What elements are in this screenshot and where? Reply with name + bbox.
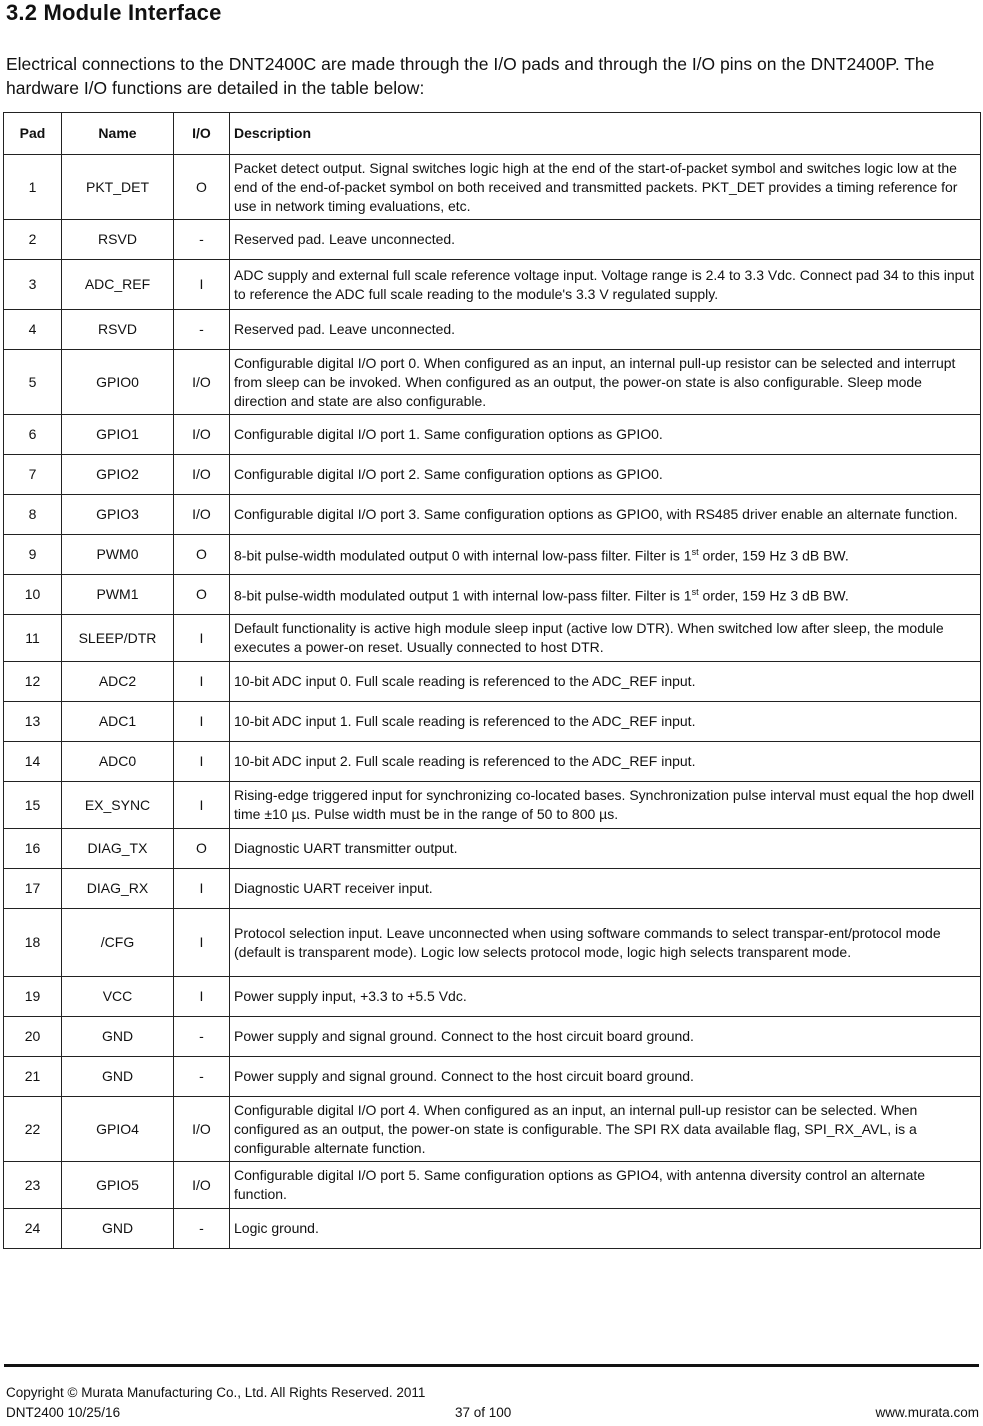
description-cell: Rising-edge triggered input for synchronizing co-located bases. Synchronization pulse interval must equal the hop dwell time ±10 µs. Pulse width must be in the range of 50 to 800 µs. [230,782,981,829]
name-cell: ADC0 [62,742,174,782]
description-text: 8-bit pulse-width modulated output 0 with internal low-pass filter. Filter is 1 [234,547,692,564]
name-cell: GND [62,1209,174,1249]
intro-paragraph: Electrical connections to the DNT2400C are made through the I/O pads and through the I/O pins on the DNT2400P. The hardware I/O functions are detailed in the table below: [6,54,935,98]
name-cell: RSVD [62,310,174,350]
io-table [3,112,981,1249]
pad-cell: 1 [4,155,62,220]
description-cell: Configurable digital I/O port 0. When configured as an input, an internal pull-up resistor can be selected and interrupt from sleep can be invoked. When configured as an output, the power-on state is also configurable. Sleep mode direction and state are also configurable. [230,350,981,415]
section-heading: 3.2 Module Interface [6,0,222,25]
io-cell: I [174,615,230,662]
description-cell: Diagnostic UART receiver input. [230,869,981,909]
io-cell: I/O [174,350,230,415]
table-row [4,155,981,220]
description-cell: Configurable digital I/O port 2. Same configuration options as GPIO0. [230,455,981,495]
table-row [4,909,981,977]
description-cell: Logic ground. [230,1209,981,1249]
table-row [4,575,981,615]
pad-cell: 4 [4,310,62,350]
description-text: 8-bit pulse-width modulated output 1 with internal low-pass filter. Filter is 1 [234,587,692,604]
name-cell: DIAG_TX [62,829,174,869]
table-row [4,495,981,535]
name-cell: ADC_REF [62,260,174,310]
io-cell: I [174,977,230,1017]
description-cell: Configurable digital I/O port 1. Same configuration options as GPIO0. [230,415,981,455]
io-cell: O [174,575,230,615]
pad-cell: 21 [4,1057,62,1097]
pad-cell: 15 [4,782,62,829]
description-cell: Reserved pad. Leave unconnected. [230,220,981,260]
description-cell: Protocol selection input. Leave unconnected when using software commands to select transpar-ent/protocol mode (default is transparent mode). Logic low selects protocol mode, logic high selects transparent mode. [230,909,981,977]
description-cell: Packet detect output. Signal switches logic high at the end of the start-of-packet symbol and switches logic low at the end of the end-of-packet symbol on both received and transmitted packets. PKT_DET provides a timing reference for use in network timing evaluations, etc. [230,155,981,220]
ordinal-superscript: st [691,547,699,558]
description-cell: 10-bit ADC input 0. Full scale reading is referenced to the ADC_REF input. [230,662,981,702]
name-cell: GPIO0 [62,350,174,415]
footer-divider [4,1364,979,1367]
pad-column-header: Pad [4,113,62,155]
name-cell: GPIO5 [62,1162,174,1209]
table-row [4,662,981,702]
description-cell: Power supply and signal ground. Connect to the host circuit board ground. [230,1057,981,1097]
description-cell [230,535,981,575]
table-row [4,742,981,782]
description-cell: 10-bit ADC input 2. Full scale reading is referenced to the ADC_REF input. [230,742,981,782]
pad-cell: 8 [4,495,62,535]
description-cell: Power supply and signal ground. Connect to the host circuit board ground. [230,1017,981,1057]
io-cell: - [174,1017,230,1057]
description-cell: Configurable digital I/O port 4. When configured as an input, an internal pull-up resistor can be selected. When configured as an output, the power-on state is configurable. The SPI RX data available flag, SPI_RX_AVL, is a configurable alternate function. [230,1097,981,1162]
copyright-text: Copyright © Murata Manufacturing Co., Ltd. All Rights Reserved. 2011 [6,1385,426,1400]
pad-cell: 3 [4,260,62,310]
name-cell: EX_SYNC [62,782,174,829]
pad-cell: 7 [4,455,62,495]
io-cell: I [174,662,230,702]
io-cell: I/O [174,495,230,535]
name-cell: GPIO3 [62,495,174,535]
io-cell: I [174,702,230,742]
table-row [4,350,981,415]
name-cell: PWM0 [62,535,174,575]
name-cell: GPIO4 [62,1097,174,1162]
table-row [4,535,981,575]
ordinal-superscript: st [691,587,699,598]
io-cell: I [174,909,230,977]
io-cell: I/O [174,1162,230,1209]
table-row [4,1209,981,1249]
description-text-suffix: order, 159 Hz 3 dB BW. [698,587,849,604]
name-cell: ADC2 [62,662,174,702]
pad-cell: 14 [4,742,62,782]
name-column-header: Name [62,113,174,155]
pad-cell: 19 [4,977,62,1017]
table-row [4,702,981,742]
name-cell: PKT_DET [62,155,174,220]
io-cell: I [174,260,230,310]
table-row [4,869,981,909]
description-cell: Default functionality is active high module sleep input (active low DTR). When switched low after sleep, the module executes a power-on reset. Usually connected to host DTR. [230,615,981,662]
io-cell: - [174,1057,230,1097]
pad-cell: 23 [4,1162,62,1209]
io-cell: I [174,742,230,782]
name-cell: ADC1 [62,702,174,742]
pad-cell: 18 [4,909,62,977]
page-number: 37 of 100 [455,1405,512,1420]
description-cell: Reserved pad. Leave unconnected. [230,310,981,350]
name-cell: GPIO2 [62,455,174,495]
description-cell: Power supply input, +3.3 to +5.5 Vdc. [230,977,981,1017]
document-id: DNT2400 10/25/16 [6,1405,121,1420]
description-cell: Configurable digital I/O port 3. Same configuration options as GPIO0, with RS485 driver enable an alternate function. [230,495,981,535]
table-row [4,310,981,350]
io-column-header: I/O [174,113,230,155]
pad-cell: 17 [4,869,62,909]
pad-cell: 20 [4,1017,62,1057]
table-row [4,977,981,1017]
io-cell: - [174,310,230,350]
pad-cell: 6 [4,415,62,455]
io-cell: O [174,155,230,220]
io-cell: O [174,535,230,575]
table-row [4,1057,981,1097]
description-cell: Configurable digital I/O port 5. Same configuration options as GPIO4, with antenna diversity control an alternate function. [230,1162,981,1209]
io-cell: I/O [174,415,230,455]
io-cell: I [174,782,230,829]
name-cell: GPIO1 [62,415,174,455]
description-cell: Diagnostic UART transmitter output. [230,829,981,869]
pad-cell: 10 [4,575,62,615]
pad-cell: 5 [4,350,62,415]
table-row [4,782,981,829]
table-row [4,829,981,869]
io-cell: I [174,869,230,909]
pad-cell: 11 [4,615,62,662]
table-row [4,260,981,310]
name-cell: VCC [62,977,174,1017]
table-row [4,1097,981,1162]
name-cell: /CFG [62,909,174,977]
table-row [4,1017,981,1057]
website-link[interactable]: www.murata.com [875,1405,979,1420]
pad-cell: 9 [4,535,62,575]
io-cell: I/O [174,1097,230,1162]
table-header-row [4,113,981,155]
pad-cell: 12 [4,662,62,702]
name-cell: GND [62,1017,174,1057]
table-row [4,220,981,260]
name-cell: SLEEP/DTR [62,615,174,662]
name-cell: RSVD [62,220,174,260]
io-cell: O [174,829,230,869]
description-text-suffix: order, 159 Hz 3 dB BW. [698,547,849,564]
table-row [4,1162,981,1209]
description-column-header: Description [230,113,981,155]
name-cell: DIAG_RX [62,869,174,909]
description-cell [230,575,981,615]
pad-cell: 16 [4,829,62,869]
pad-cell: 13 [4,702,62,742]
name-cell: GND [62,1057,174,1097]
name-cell: PWM1 [62,575,174,615]
pad-cell: 22 [4,1097,62,1162]
description-cell: 10-bit ADC input 1. Full scale reading is referenced to the ADC_REF input. [230,702,981,742]
pad-cell: 24 [4,1209,62,1249]
table-row [4,415,981,455]
io-cell: - [174,1209,230,1249]
io-cell: I/O [174,455,230,495]
io-cell: - [174,220,230,260]
table-row [4,455,981,495]
table-row [4,615,981,662]
description-cell: ADC supply and external full scale reference voltage input. Voltage range is 2.4 to 3.3 Vdc. Connect pad 34 to this input to reference the ADC full scale reading to the module's 3.3 V regulated supply. [230,260,981,310]
pad-cell: 2 [4,220,62,260]
